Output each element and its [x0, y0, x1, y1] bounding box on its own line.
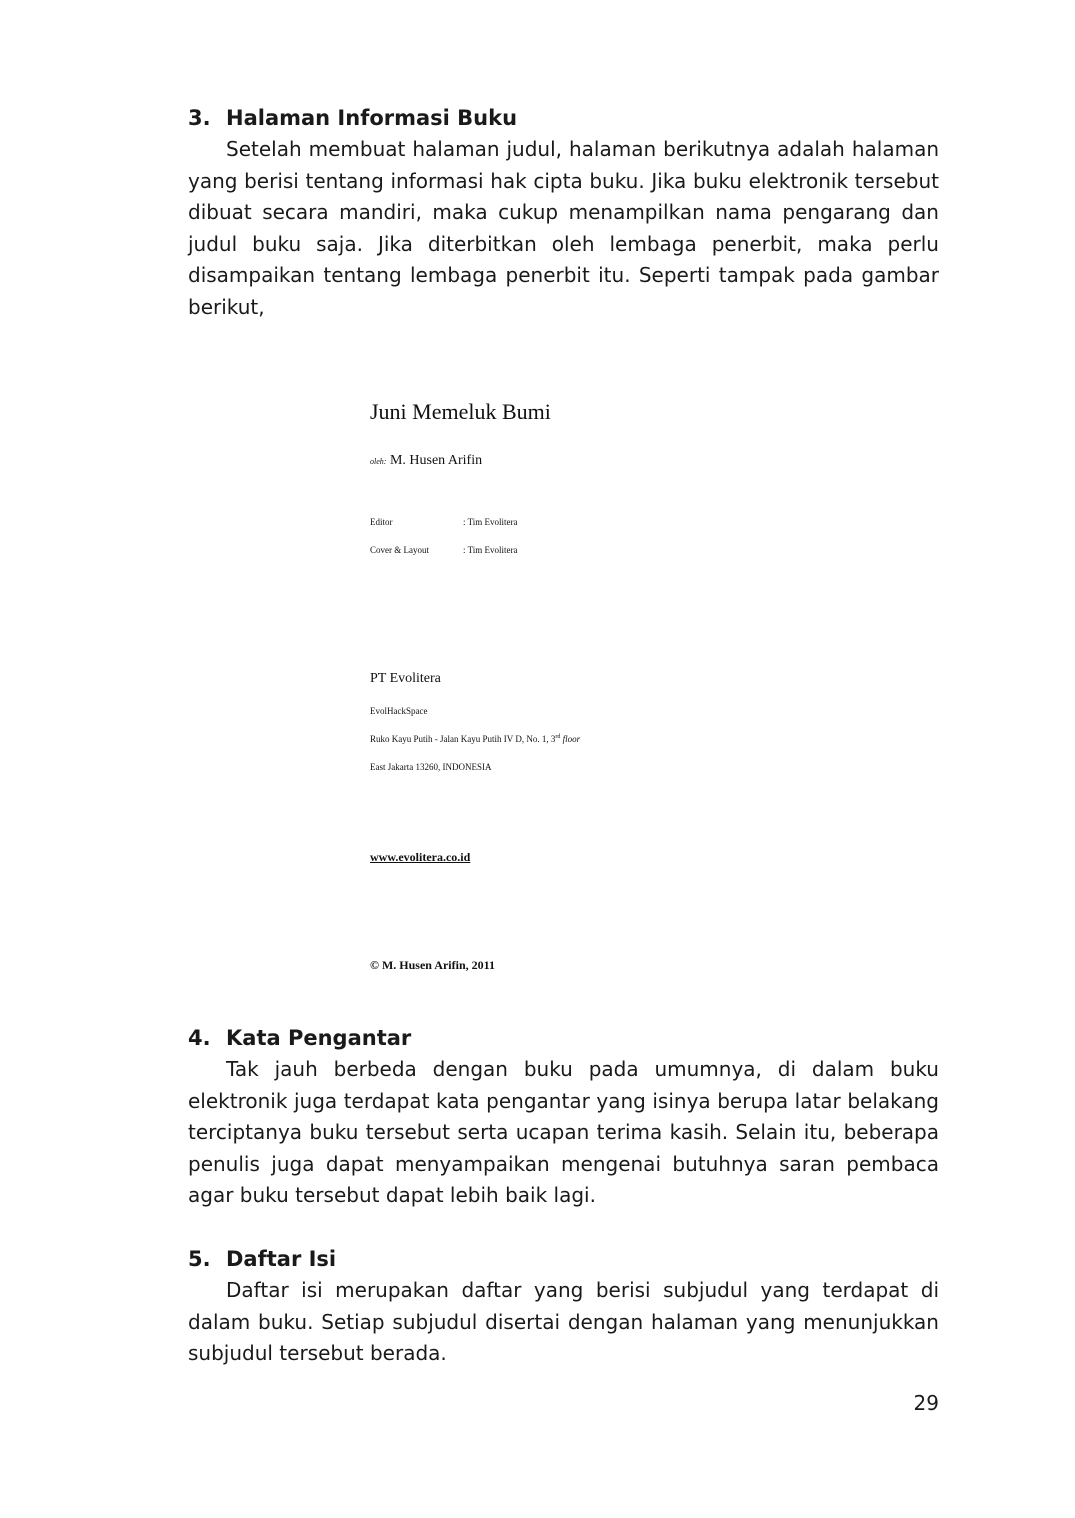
section-number: 5. — [188, 1247, 211, 1271]
figure-editor-row — [370, 517, 518, 527]
figure-cover-row — [370, 545, 518, 555]
section-title: Halaman Informasi Buku — [226, 106, 518, 130]
figure-author-line — [370, 453, 482, 469]
page-number: 29 — [913, 1391, 939, 1415]
figure-address-line: Ruko Kayu Putih - Jalan Kayu Putih IV D, No. 1, 3 — [370, 734, 556, 744]
section-title: Daftar Isi — [226, 1247, 337, 1271]
section-heading-4 — [188, 1024, 411, 1052]
figure-space: EvolHackSpace — [370, 706, 428, 716]
figure-author-prefix: oleh: — [370, 457, 387, 466]
figure-address-sup: rd — [555, 734, 561, 740]
figure-publisher: PT Evolitera — [370, 671, 441, 686]
figure-cover-value: : Tim Evolitera — [463, 545, 518, 555]
section-number: 3. — [188, 106, 211, 130]
figure-cover-label: Cover & Layout — [370, 545, 429, 555]
section-heading-5 — [188, 1245, 336, 1273]
section-paragraph-3: Setelah membuat halaman judul, halaman berikutnya adalah halaman yang berisi tentang informasi hak cipta buku. Jika buku elektronik tersebut dibuat secara mandiri, maka cukup menampilkan nama pengarang dan judul buku saja. Jika diterbitkan oleh lembaga penerbit, maka perlu disampaikan tentang lembaga penerbit itu. Seperti tampak pada gambar berikut, — [188, 137, 939, 319]
section-number: 4. — [188, 1026, 211, 1050]
section-heading-3 — [188, 104, 517, 132]
figure-city: East Jakarta 13260, INDONESIA — [370, 762, 492, 772]
figure-copyright: © M. Husen Arifin, 2011 — [370, 958, 495, 972]
figure-author: M. Husen Arifin — [389, 453, 483, 468]
section-title: Kata Pengantar — [226, 1026, 412, 1050]
figure-book-title: Juni Memeluk Bumi — [370, 399, 551, 424]
figure-address — [370, 734, 580, 744]
section-paragraph-5: Daftar isi merupakan daftar yang berisi subjudul yang terdapat di dalam buku. Setiap subjudul disertai dengan halaman yang menunjukkan subjudul tersebut berada. — [188, 1278, 939, 1365]
figure-url-link[interactable]: www.evolitera.co.id — [370, 850, 471, 864]
figure-editor-value: : Tim Evolitera — [463, 517, 518, 527]
figure-address-floor: floor — [562, 734, 581, 744]
section-paragraph-4: Tak jauh berbeda dengan buku pada umumnya, di dalam buku elektronik juga terdapat kata pengantar yang isinya berupa latar belakang terciptanya buku tersebut serta ucapan terima kasih. Selain itu, beberapa penulis juga dapat menyampaikan mengenai butuhnya saran pembaca agar buku tersebut dapat lebih baik lagi. — [188, 1057, 939, 1207]
book-info-figure — [370, 395, 670, 985]
figure-editor-label: Editor — [370, 517, 393, 527]
